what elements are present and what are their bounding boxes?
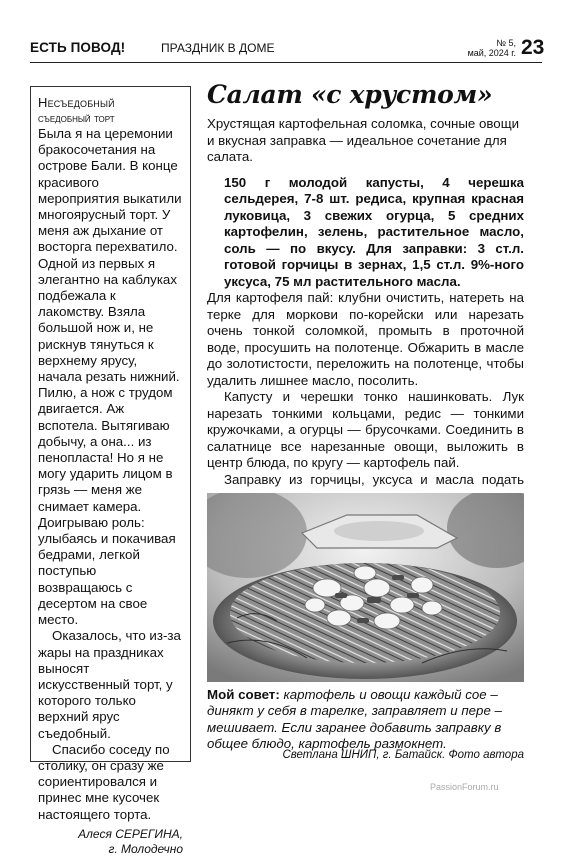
- sidebar-title: съедобный торт: [38, 111, 115, 125]
- advice-text: картофель и овощи каждый сое – динякт у себя в тарелке, заправляет и пере – мешивает. Если заранее добавить заправку в общее блюдо, картофель размокнет.: [207, 687, 502, 752]
- sidebar-rubric: Несъедобный: [38, 95, 115, 110]
- advice-block: [207, 687, 524, 753]
- page-header: [30, 34, 545, 63]
- recipe-step: Для картофеля пай: клубни очистить, натереть на терке для моркови по-корейски или нарезать очень тонкой соломкой, промыть в проточной воде, просушить на полотенце. Обжарить в масле до золотистости, переложить на полотенце, чтобы удалить лишнее масло, посолить.: [207, 290, 524, 388]
- dressing-list: Для заправки: 3 ст.л. готовой горчицы в зернах, 1,5 ст.л. 9%-ного уксуса, 75 мл растительного масла.: [224, 240, 524, 289]
- site-watermark: PassionForum.ru: [430, 782, 499, 792]
- sidebar-city: г. Молодечно: [108, 841, 183, 856]
- ingredients-block: [207, 175, 524, 291]
- advice-label: Мой совет:: [207, 687, 280, 702]
- section-name: ПРАЗДНИК В ДОМЕ: [161, 41, 275, 55]
- salad-photo-image: [207, 493, 524, 682]
- photo-credit: Светлана ШНИП, г. Батайск. Фото автора: [282, 749, 524, 761]
- recipe-step: Заправку из горчицы, уксуса и масла подать: [224, 471, 524, 487]
- issue-date: май, 2024 г.: [467, 48, 516, 58]
- issue-number: № 5,: [496, 38, 516, 48]
- sidebar-paragraph: Была я на церемонии бракосочетания на острове Бали. В конце красивого мероприятия выкатили многоярусный торт. У меня аж дыхание от восторга перехватило. Одной из первых я элегантно на каблуках подбежала к лакомству. Взяла большой нож и, не рискнув тянуться к верхнему ярусу, начала резать нижний. Пилю, а нож с трудом двигается. Аж вспотела. Вытягиваю добычу, а она... из пенопласта! Но я не могу ударить лицом в грязь — меня же снимает камера. Доигрываю роль: улыбаясь и покачивая бедрами, легкой поступью возвращаюсь с десертом на свое место.: [38, 126, 182, 628]
- article-intro: Хрустящая картофельная соломка, сочные овощи и вкусная заправка — идеальное сочетание для салата.: [207, 116, 520, 164]
- sidebar-paragraph: Оказалось, что из-за жары на праздниках выносят искусственный торт, у которого только верхний ярус съедобный.: [38, 628, 181, 741]
- page-number: 23: [521, 36, 545, 59]
- sidebar-story: [30, 86, 191, 856]
- issue-info: [446, 38, 516, 58]
- salad-photo: [207, 493, 524, 682]
- sidebar-body: [38, 126, 183, 823]
- article-title: Салат «с хрустом»: [207, 80, 493, 109]
- sidebar-author: Алеся СЕРЕГИНА,: [78, 826, 183, 841]
- magazine-brand: ЕСТЬ ПОВОД!: [30, 40, 126, 55]
- recipe-steps: [207, 290, 524, 505]
- recipe-article: [207, 80, 524, 505]
- ingredients-list: 150 г молодой капусты, 4 черешка сельдерея, 7-8 шт. редиса, крупная красная луковица, 3 свежих огурца, 5 средних картофелин, зелень, растительное масло, соль — по вкусу.: [224, 174, 524, 256]
- sidebar-paragraph: Спасибо соседу по столику, он сразу же сориентировался и принес мне кусочек настоящего торта.: [38, 741, 170, 822]
- recipe-step: Капусту и черешки тонко нашинковать. Лук нарезать тонкими кольцами, редис — тонкими кружочками, а огурцы — брусочками. Соединить в салатнице все нарезанные овощи, выложить в центр блюда, по кругу — картофель пай.: [207, 389, 524, 470]
